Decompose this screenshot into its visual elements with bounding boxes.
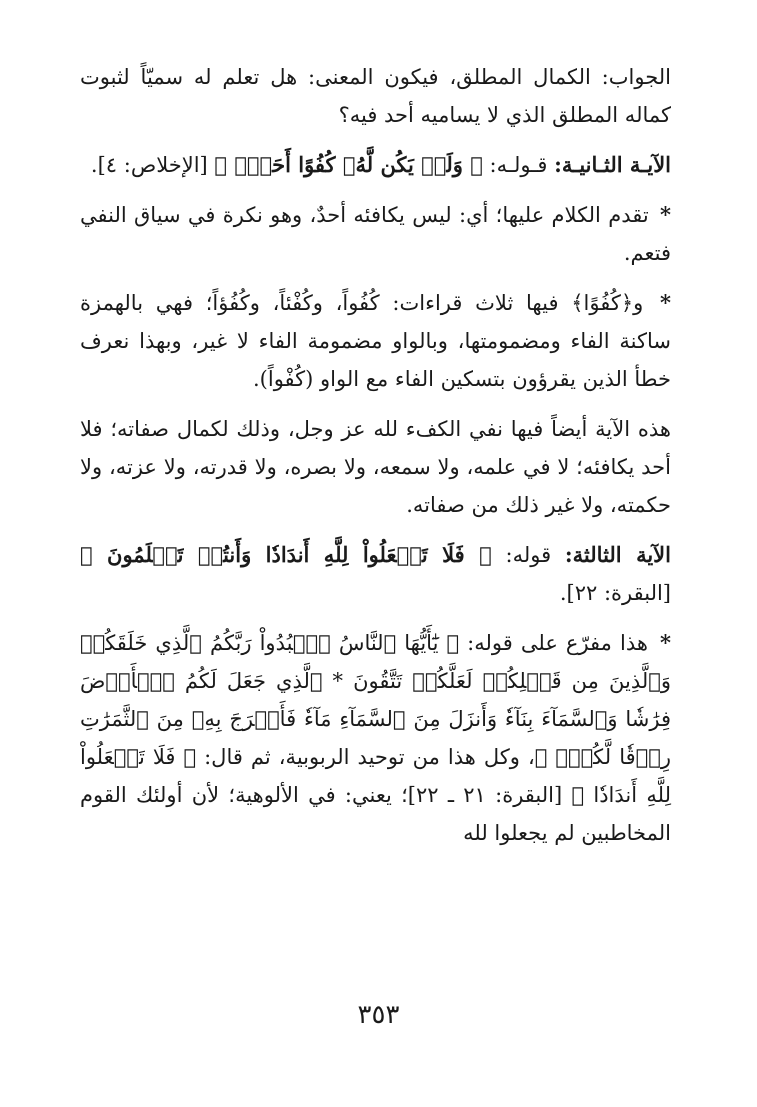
negation-paragraph: هذه الآية أيضاً فيها نفي الكفء لله عز وجل، وذلك لكمال صفاته؛ فلا أحد يكافئه؛ لا في علمه، ولا سمعه، ولا بصره، ولا قدرته، ولا عزته، ولا حكمته، ولا غير ذلك من صفاته.: [80, 417, 671, 517]
third-ayah-paragraph: [80, 536, 671, 612]
third-ayah-reference: [البقرة: ٢٢].: [559, 581, 671, 605]
second-ayah-lead: قـولـه:: [489, 153, 548, 177]
answer-paragraph: الجواب: الكمال المطلق، فيكون المعنى: هل تعلم له سميّاً لثبوت كماله المطلق الذي لا يساميه أحد فيه؟: [80, 65, 671, 127]
third-ayah-heading: الآية الثالثة:: [564, 542, 671, 567]
star-marker: *: [660, 290, 671, 315]
second-ayah-reference: [الإخلاص: ٤].: [90, 153, 208, 177]
third-ayah-verse: ﴿ فَلَا تَجۡعَلُواْ لِلَّهِ أَندَادٗا وَأَنتُمۡ تَعۡلَمُونَ ﴾: [80, 542, 492, 567]
second-ayah-verse: ﴿ وَلَمۡ يَكُن لَّهُۥ كُفُوًا أَحَدُۢ ﴾: [214, 152, 483, 177]
star-marker: *: [660, 630, 671, 655]
preceded-text: تقدم الكلام عليها؛ أي: ليس يكافئه أحدٌ، وهو نكرة في سياق النفي فتعم.: [80, 203, 671, 265]
branch-paragraph: [80, 624, 671, 852]
preceded-paragraph: [80, 196, 671, 272]
readings-paragraph: [80, 284, 671, 398]
branch-text: هذا مفرّع على قوله: ﴿ يَٰٓأَيُّهَا ٱلنَّاسُ ٱعۡبُدُواْ رَبَّكُمُ ٱلَّذِي خَلَقَكُمۡ وَٱلَّذِينَ مِن قَبۡلِكُمۡ لَعَلَّكُمۡ تَتَّقُونَ * ٱلَّذِي جَعَلَ لَكُمُ ٱلۡأَرۡضَ فِرَٰشٗا وَٱلسَّمَآءَ بِنَآءٗ وَأَنزَلَ مِنَ ٱلسَّمَآءِ مَآءٗ فَأَخۡرَجَ بِهِۦ مِنَ ٱلثَّمَرَٰتِ رِزۡقٗا لَّكُمۡۖ ﴾، وكل هذا من توحيد الربوبية، ثم قال: ﴿ فَلَا تَجۡعَلُواْ لِلَّهِ أَندَادٗا ﴾ [البقرة: ٢١ ـ ٢٢]؛ يعني: في الألوهية؛ لأن أولئك القوم المخاطبين لم يجعلوا لله: [80, 631, 671, 845]
second-ayah-heading: الآيـة الثـانيـة:: [554, 152, 671, 177]
second-ayah-paragraph: [80, 146, 671, 184]
readings-text: و﴿كُفُوًا﴾ فيها ثلاث قراءات: كُفُواً، وكُفْئاً، وكُفُؤاً؛ فهي بالهمزة ساكنة الفاء ومضمومتها، وبالواو مضمومة الفاء لا غير، وبهذا نعرف خطأ الذين يقرؤون بتسكين الفاء مع الواو (كُفْواً).: [80, 291, 671, 391]
page-number: ٣٥٣: [357, 1000, 400, 1030]
third-ayah-lead: قوله:: [505, 543, 552, 567]
star-marker: *: [660, 202, 671, 227]
